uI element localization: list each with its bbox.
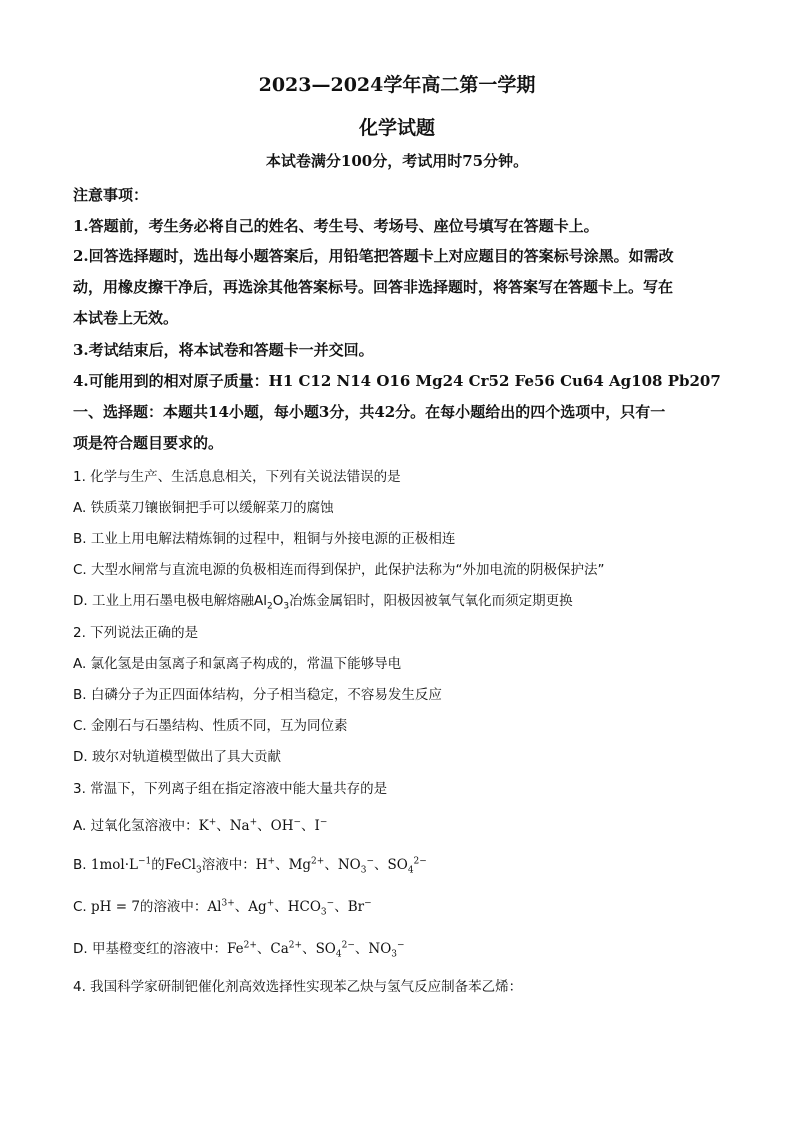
question-3-option-d: D. 甲基橙变红的溶液中：$Fe^{2+}$、$Ca^{2+}$、$SO_4^{2-}$、$NO_3^-$ xyxy=(73,940,405,960)
question-2-option-a: A. 氯化氢是由氢离子和氯离子构成的，常温下能够导电 xyxy=(73,656,402,672)
section-heading-line-1: 一、选择题：本题共14小题，每小题3分，共42分。在每小题给出的四个选项中，只有一 xyxy=(73,403,666,421)
exam-subtitle: 本试卷满分100分，考试用时75分钟。 xyxy=(265,152,529,170)
section-heading-line-2: 项是符合题目要求的。 xyxy=(73,434,224,452)
question-3-option-c: C. pH = 7的溶液中：$Al^{3+}$、Ag+、$HCO_3^-$、Br− xyxy=(73,898,372,918)
notice-item-3: 3.考试结束后，将本试卷和答题卡一并交回。 xyxy=(73,341,374,359)
question-2-option-b: B. 白磷分子为正四面体结构，分子相当稳定，不容易发生反应 xyxy=(73,687,442,703)
exam-title: 2023—2024学年高二第一学期 xyxy=(258,74,536,96)
notice-item-2-line-3: 本试卷上无效。 xyxy=(73,309,179,327)
question-1-option-c: C. 大型水闸常与直流电源的负极相连而得到保护，此保护法称为“外加电流的阴极保护法” xyxy=(73,562,605,578)
question-4-stem: 4. 我国科学家研制钯催化剂高效选择性实现苯乙炔与氢气反应制备苯乙烯： xyxy=(73,979,523,995)
question-1-option-a: A. 铁质菜刀镶嵌铜把手可以缓解菜刀的腐蚀 xyxy=(73,500,334,516)
notice-item-2-line-1: 2.回答选择题时，选出每小题答案后，用铅笔把答题卡上对应题目的答案标号涂黑。如需改 xyxy=(73,247,674,265)
question-1-stem: 1. 化学与生产、生活息息相关，下列有关说法错误的是 xyxy=(73,469,401,485)
question-3-option-a: A. 过氧化氢溶液中：K+、Na+、OH−、I− xyxy=(73,817,328,834)
question-1-option-d: D. 工业上用石墨电极电解熔融$Al_2O_3$冶炼金属铝时，阳极因被氧气氧化而须定期更换 xyxy=(73,593,573,612)
question-2-option-d: D. 玻尔对轨道模型做出了具大贡献 xyxy=(73,749,281,765)
subject-title: 化学试题 xyxy=(358,117,435,139)
notice-heading: 注意事项： xyxy=(73,186,149,204)
notice-item-1: 1.答题前，考生务必将自己的姓名、考生号、考场号、座位号填写在答题卡上。 xyxy=(73,217,599,235)
question-2-stem: 2. 下列说法正确的是 xyxy=(73,625,199,641)
notice-item-4: 4.可能用到的相对原子质量：H1 C12 N14 O16 Mg24 Cr52 Fe56 Cu64 Ag108 Pb207 xyxy=(73,372,721,390)
question-1-option-b: B. 工业上用电解法精炼铜的过程中，粗铜与外接电源的正极相连 xyxy=(73,531,456,547)
question-2-option-c: C. 金刚石与石墨结构、性质不同，互为同位素 xyxy=(73,718,348,734)
question-3-stem: 3. 常温下，下列离子组在指定溶液中能大量共存的是 xyxy=(73,781,388,797)
notice-item-2-line-2: 动，用橡皮擦干净后，再选涂其他答案标号。回答非选择题时，将答案写在答题卡上。写在 xyxy=(73,278,674,296)
question-3-option-b: B. $1mol\cdot L^{-1}$的FeCl$_3$溶液中：H+、$Mg^{2+}$、$NO_3^-$、$SO_4^{2-}$ xyxy=(73,856,427,876)
